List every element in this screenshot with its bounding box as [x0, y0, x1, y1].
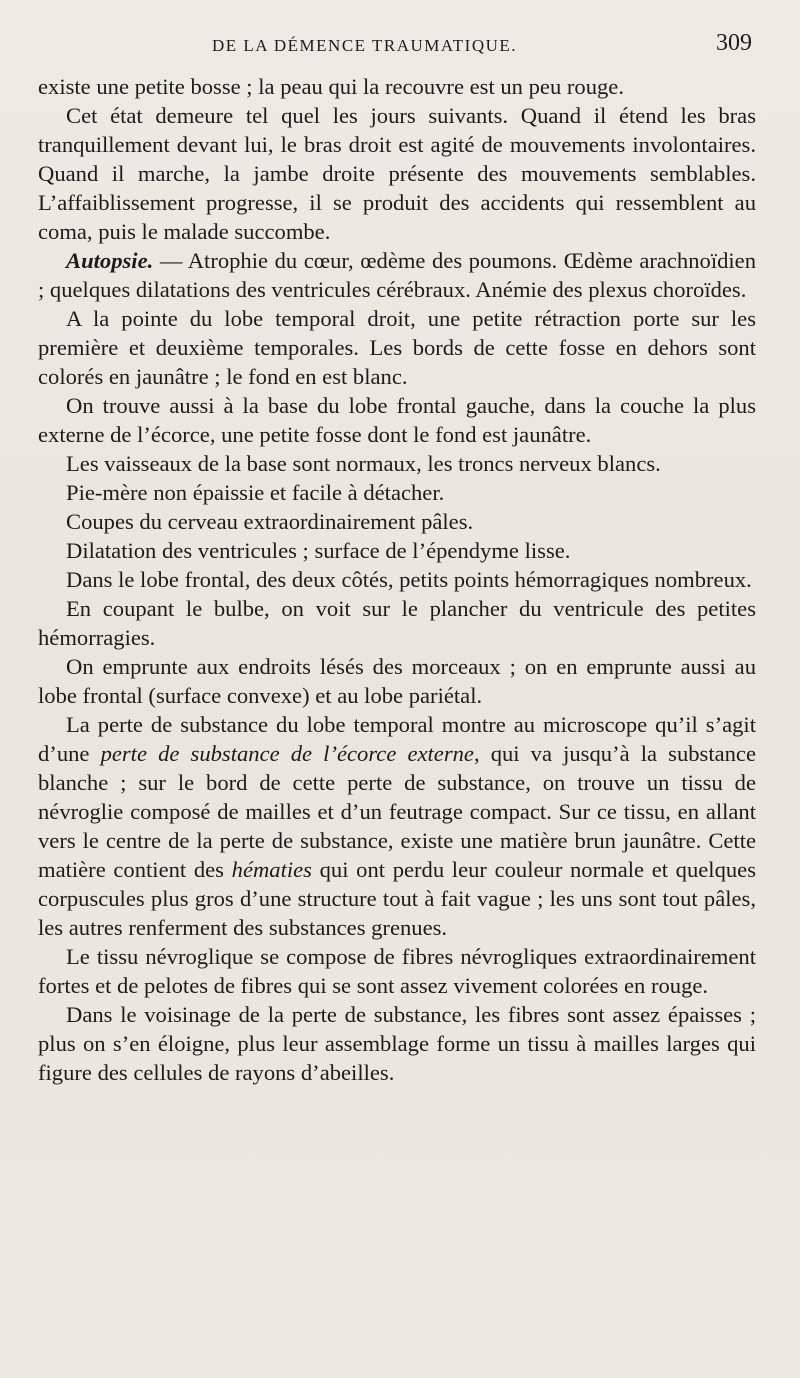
paragraph: On trouve aussi à la base du lobe frontal gauche, dans la couche la plus externe de l’écorce, une petite fosse dont le fond est jaunâtre.	[38, 393, 756, 447]
paragraph-microscope	[38, 710, 756, 942]
paragraph: Le tissu névroglique se compose de fibres névrogliques extraordinairement fortes et de pelotes de fibres qui se sont assez vivement colorées en rouge.	[38, 944, 756, 998]
paragraph-continuation: existe une petite bosse ; la peau qui la recouvre est un peu rouge.	[38, 74, 624, 99]
paragraph: On emprunte aux endroits lésés des morceaux ; on en emprunte aussi au lobe frontal (surface convexe) et au lobe pariétal.	[38, 654, 756, 708]
paragraph-autopsie	[38, 246, 756, 304]
italic-phrase: perte de substance de l’écorce externe	[100, 741, 474, 766]
paragraph: Cet état demeure tel quel les jours suivants. Quand il étend les bras tranquillement devant lui, le bras droit est agité de mouvements involontaires. Quand il marche, la jambe droite présente des mouvements semblables. L’affaiblissement progresse, il se produit des accidents qui ressemblent au coma, puis le malade succombe.	[38, 103, 756, 244]
paragraph: Coupes du cerveau extraordinairement pâles.	[66, 509, 474, 534]
paragraph-text: qui ont perdu leur couleur normale et quelques corpuscules plus gros d’une structure tout à fait vague ; les uns sont tout pâles, les autres renferment des substances grenues.	[38, 857, 756, 940]
running-title: DE LA DÉMENCE TRAUMATIQUE.	[212, 36, 518, 55]
paragraph: A la pointe du lobe temporal droit, une petite rétraction porte sur les première et deuxième temporales. Les bords de cette fosse en dehors sont colorés en jaunâtre ; le fond en est blanc.	[38, 306, 756, 389]
paragraph-text: , qui va jusqu’à la substance blanche ; sur le bord de cette perte de substance, on trouve un tissu de névroglie composé de mailles et d’un feutrage compact. Sur ce tissu, en allant vers le centre de la perte de substance, existe une matière brun jaunâtre. Cette matière contient des	[38, 741, 756, 882]
paragraph: En coupant le bulbe, on voit sur le plancher du ventricule des petites hémorragies.	[38, 596, 756, 650]
body-text	[38, 72, 756, 1087]
paragraph-text: — Atrophie du cœur, œdème des poumons. Œdème arachnoïdien ; quelques dilatations des ventricules cérébraux. Anémie des plexus choroïdes.	[38, 248, 756, 302]
paragraph: Dilatation des ventricules ; surface de l’épendyme lisse.	[66, 538, 571, 563]
section-lead: Autopsie.	[66, 248, 154, 273]
page-number: 309	[716, 30, 752, 56]
italic-term: hématies	[231, 857, 312, 882]
paragraph: Pie-mère non épaissie et facile à détacher.	[66, 480, 445, 505]
paragraph-text: La perte de substance du lobe temporal montre au microscope qu’il s’agit d’une	[38, 712, 756, 766]
running-head	[0, 30, 800, 70]
paragraph: Dans le lobe frontal, des deux côtés, petits points hémorragiques nombreux.	[66, 567, 752, 592]
paragraph: Dans le voisinage de la perte de substance, les fibres sont assez épaisses ; plus on s’en éloigne, plus leur assemblage forme un tissu à mailles larges qui figure des cellules de rayons d’abeilles.	[38, 1002, 756, 1085]
paragraph: Les vaisseaux de la base sont normaux, les troncs nerveux blancs.	[66, 451, 661, 476]
